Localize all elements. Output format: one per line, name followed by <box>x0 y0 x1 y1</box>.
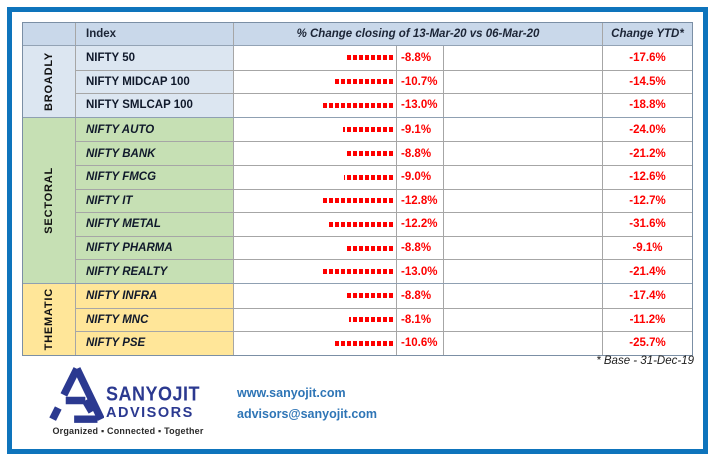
ytd-value: -25.7% <box>602 332 692 355</box>
index-name-cell <box>76 260 233 283</box>
change-value: -8.8% <box>396 142 443 165</box>
change-bar-cell <box>233 309 396 332</box>
positive-side-cell <box>443 260 602 283</box>
change-bar <box>335 79 393 84</box>
change-bar <box>343 127 393 132</box>
index-name-cell <box>76 118 233 142</box>
ytd-value: -21.2% <box>602 142 692 165</box>
index-name-cell <box>76 94 233 117</box>
change-value: -13.0% <box>396 94 443 117</box>
ytd-value: -14.5% <box>602 71 692 94</box>
positive-side-cell <box>443 332 602 355</box>
group-label-cell <box>23 284 76 355</box>
group-rows <box>76 118 692 283</box>
change-bar-cell <box>233 190 396 213</box>
index-name-cell <box>76 46 233 70</box>
change-bar <box>335 341 393 346</box>
positive-side-cell <box>443 118 602 142</box>
contact-block <box>237 383 377 425</box>
index-name-cell <box>76 190 233 213</box>
change-value: -13.0% <box>396 260 443 283</box>
index-name: NIFTY INFRA <box>86 289 158 302</box>
change-bar-cell <box>233 213 396 236</box>
change-bar <box>345 55 393 60</box>
group-rows <box>76 284 692 355</box>
table-group <box>23 117 692 283</box>
report-canvas <box>7 7 708 454</box>
website-link[interactable]: www.sanyojit.com <box>237 386 346 400</box>
index-name: NIFTY REALTY <box>86 265 168 278</box>
group-label: THEMATIC <box>43 288 55 351</box>
change-value: -12.8% <box>396 190 443 213</box>
change-bar <box>349 317 393 322</box>
table-row <box>76 236 692 260</box>
change-bar-cell <box>233 260 396 283</box>
change-bar-cell <box>233 118 396 142</box>
table-row <box>76 46 692 70</box>
change-value: -12.2% <box>396 213 443 236</box>
ytd-value: -11.2% <box>602 309 692 332</box>
change-bar-cell <box>233 166 396 189</box>
logo-name: SANYOJIT <box>106 381 201 405</box>
table-row <box>76 308 692 332</box>
header-index: Index <box>86 28 117 40</box>
table-row <box>76 141 692 165</box>
index-name-cell <box>76 142 233 165</box>
ytd-value: -9.1% <box>602 237 692 260</box>
change-value: -9.1% <box>396 118 443 142</box>
header-ytd-change: Change YTD* <box>602 23 692 45</box>
group-label-cell <box>23 46 76 117</box>
group-rows <box>76 46 692 117</box>
table-group <box>23 46 692 117</box>
change-bar-cell <box>233 71 396 94</box>
ytd-value: -17.4% <box>602 284 692 308</box>
positive-side-cell <box>443 142 602 165</box>
index-name-cell <box>76 213 233 236</box>
index-name: NIFTY PHARMA <box>86 242 173 255</box>
positive-side-cell <box>443 166 602 189</box>
positive-side-cell <box>443 237 602 260</box>
index-name-cell <box>76 332 233 355</box>
index-name: NIFTY PSE <box>86 337 146 350</box>
table-row <box>76 189 692 213</box>
sanyojit-triangle-logo-icon <box>48 364 104 424</box>
change-bar <box>322 269 393 274</box>
group-label-cell <box>23 118 76 283</box>
ytd-value: -12.6% <box>602 166 692 189</box>
table-row <box>76 284 692 308</box>
table-row <box>76 331 692 355</box>
positive-side-cell <box>443 46 602 70</box>
change-bar <box>322 103 393 108</box>
table-row <box>76 93 692 117</box>
positive-side-cell <box>443 284 602 308</box>
positive-side-cell <box>443 213 602 236</box>
logo-wordmark <box>106 381 201 421</box>
ytd-value: -17.6% <box>602 46 692 70</box>
index-name: NIFTY AUTO <box>86 123 155 136</box>
index-name: NIFTY MIDCAP 100 <box>86 75 190 88</box>
change-value: -8.8% <box>396 284 443 308</box>
index-name: NIFTY BANK <box>86 147 156 160</box>
change-bar <box>345 151 393 156</box>
ytd-value: -31.6% <box>602 213 692 236</box>
table-row <box>76 165 692 189</box>
change-bar-cell <box>233 142 396 165</box>
change-value: -9.0% <box>396 166 443 189</box>
logo-tagline: Organized ▪ Connected ▪ Together <box>52 426 204 436</box>
ytd-value: -21.4% <box>602 260 692 283</box>
index-name: NIFTY MNC <box>86 313 149 326</box>
header-weekly-change: % Change closing of 13-Mar-20 vs 06-Mar-20 <box>233 23 602 45</box>
change-bar <box>344 175 393 180</box>
ytd-value: -18.8% <box>602 94 692 117</box>
index-name: NIFTY METAL <box>86 218 161 231</box>
table-row <box>76 70 692 94</box>
change-bar <box>345 246 393 251</box>
positive-side-cell <box>443 190 602 213</box>
change-value: -8.1% <box>396 309 443 332</box>
index-name: NIFTY SMLCAP 100 <box>86 99 193 112</box>
table-group <box>23 283 692 355</box>
index-name: NIFTY FMCG <box>86 171 157 184</box>
change-bar-cell <box>233 94 396 117</box>
positive-side-cell <box>443 309 602 332</box>
table-row <box>76 259 692 283</box>
change-bar <box>345 293 393 298</box>
ytd-value: -24.0% <box>602 118 692 142</box>
change-bar-cell <box>233 332 396 355</box>
logo-top <box>48 364 213 424</box>
positive-side-cell <box>443 71 602 94</box>
ytd-value: -12.7% <box>602 190 692 213</box>
index-name-cell <box>76 166 233 189</box>
company-logo <box>48 364 213 436</box>
group-label: SECTORAL <box>43 167 55 234</box>
change-value: -8.8% <box>396 237 443 260</box>
index-name-cell <box>76 71 233 94</box>
table-body <box>23 46 692 355</box>
change-value: -8.8% <box>396 46 443 70</box>
table-row <box>76 212 692 236</box>
index-change-table <box>22 22 693 356</box>
base-date-footnote: * Base - 31-Dec-19 <box>596 355 694 367</box>
change-value: -10.7% <box>396 71 443 94</box>
change-bar-cell <box>233 46 396 70</box>
group-label: BROADLY <box>43 51 55 111</box>
change-bar <box>327 222 393 227</box>
index-name: NIFTY IT <box>86 194 133 207</box>
table-header-row <box>23 23 692 46</box>
change-value: -10.6% <box>396 332 443 355</box>
header-group-cell <box>23 23 76 45</box>
index-name-cell <box>76 237 233 260</box>
logo-subtitle: ADVISORS <box>106 404 194 421</box>
index-name: NIFTY 50 <box>86 51 135 64</box>
email-link[interactable]: advisors@sanyojit.com <box>237 407 378 421</box>
change-bar-cell <box>233 284 396 308</box>
change-bar <box>323 198 393 203</box>
table-row <box>76 118 692 142</box>
change-bar-cell <box>233 237 396 260</box>
index-name-cell <box>76 309 233 332</box>
positive-side-cell <box>443 94 602 117</box>
index-name-cell <box>76 284 233 308</box>
